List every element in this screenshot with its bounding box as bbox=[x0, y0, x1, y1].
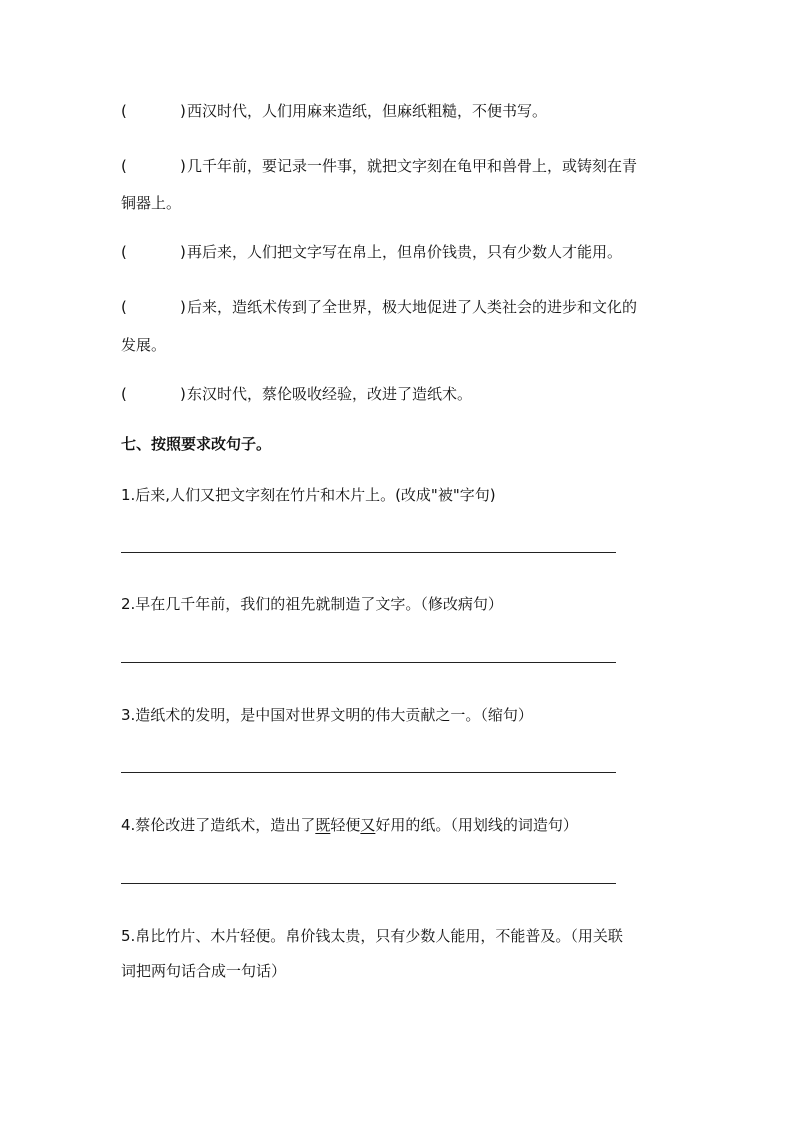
question-4-text-before: 4.蔡伦改进了造纸术，造出了 bbox=[121, 816, 316, 834]
answer-paren-open: ( bbox=[121, 385, 127, 403]
order-item-text: 西汉时代，人们用麻来造纸，但麻纸粗糙，不便书写。 bbox=[187, 102, 548, 120]
answer-paren-close: ) bbox=[180, 298, 186, 316]
question-4-text-after: 好用的纸。（用划线的词造句） bbox=[375, 816, 578, 834]
answer-line-4 bbox=[121, 883, 616, 884]
answer-line-3 bbox=[121, 772, 616, 773]
answer-paren-open: ( bbox=[121, 243, 127, 261]
section-heading: 七、按照要求改句子。 bbox=[121, 435, 272, 453]
order-item-continuation: 发展。 bbox=[121, 336, 167, 354]
answer-line-2 bbox=[121, 662, 616, 663]
question-1: 1.后来,人们又把文字刻在竹片和木片上。(改成"被"字句) bbox=[121, 486, 496, 504]
question-5-continuation: 词把两句话合成一句话） bbox=[121, 962, 287, 980]
answer-paren-close: ) bbox=[180, 157, 186, 175]
question-4 bbox=[121, 815, 578, 835]
answer-paren-open: ( bbox=[121, 102, 127, 120]
answer-paren-open: ( bbox=[121, 298, 127, 316]
order-item-continuation: 铜器上。 bbox=[121, 194, 182, 212]
order-item-text: 后来，造纸术传到了全世界，极大地促进了人类社会的进步和文化的 bbox=[187, 298, 638, 316]
question-4-text-mid: 轻便 bbox=[330, 816, 361, 834]
order-item-text: 几千年前，要记录一件事，就把文字刻在龟甲和兽骨上，或铸刻在青 bbox=[187, 157, 638, 175]
question-2: 2.早在几千年前，我们的祖先就制造了文字。（修改病句） bbox=[121, 595, 503, 613]
answer-paren-close: ) bbox=[180, 102, 186, 120]
question-3: 3.造纸术的发明，是中国对世界文明的伟大贡献之一。（缩句） bbox=[121, 706, 533, 724]
answer-paren-close: ) bbox=[180, 243, 186, 261]
answer-paren-close: ) bbox=[180, 385, 186, 403]
answer-paren-open: ( bbox=[121, 157, 127, 175]
underlined-word-you: 又 bbox=[360, 816, 376, 834]
question-5: 5.帛比竹片、木片轻便。帛价钱太贵，只有少数人能用，不能普及。（用关联 bbox=[121, 927, 623, 945]
order-item-text: 再后来，人们把文字写在帛上，但帛价钱贵，只有少数人才能用。 bbox=[187, 243, 623, 261]
underlined-word-ji: 既 bbox=[315, 816, 331, 834]
answer-line-1 bbox=[121, 552, 616, 553]
order-item-text: 东汉时代，蔡伦吸收经验，改进了造纸术。 bbox=[187, 385, 473, 403]
